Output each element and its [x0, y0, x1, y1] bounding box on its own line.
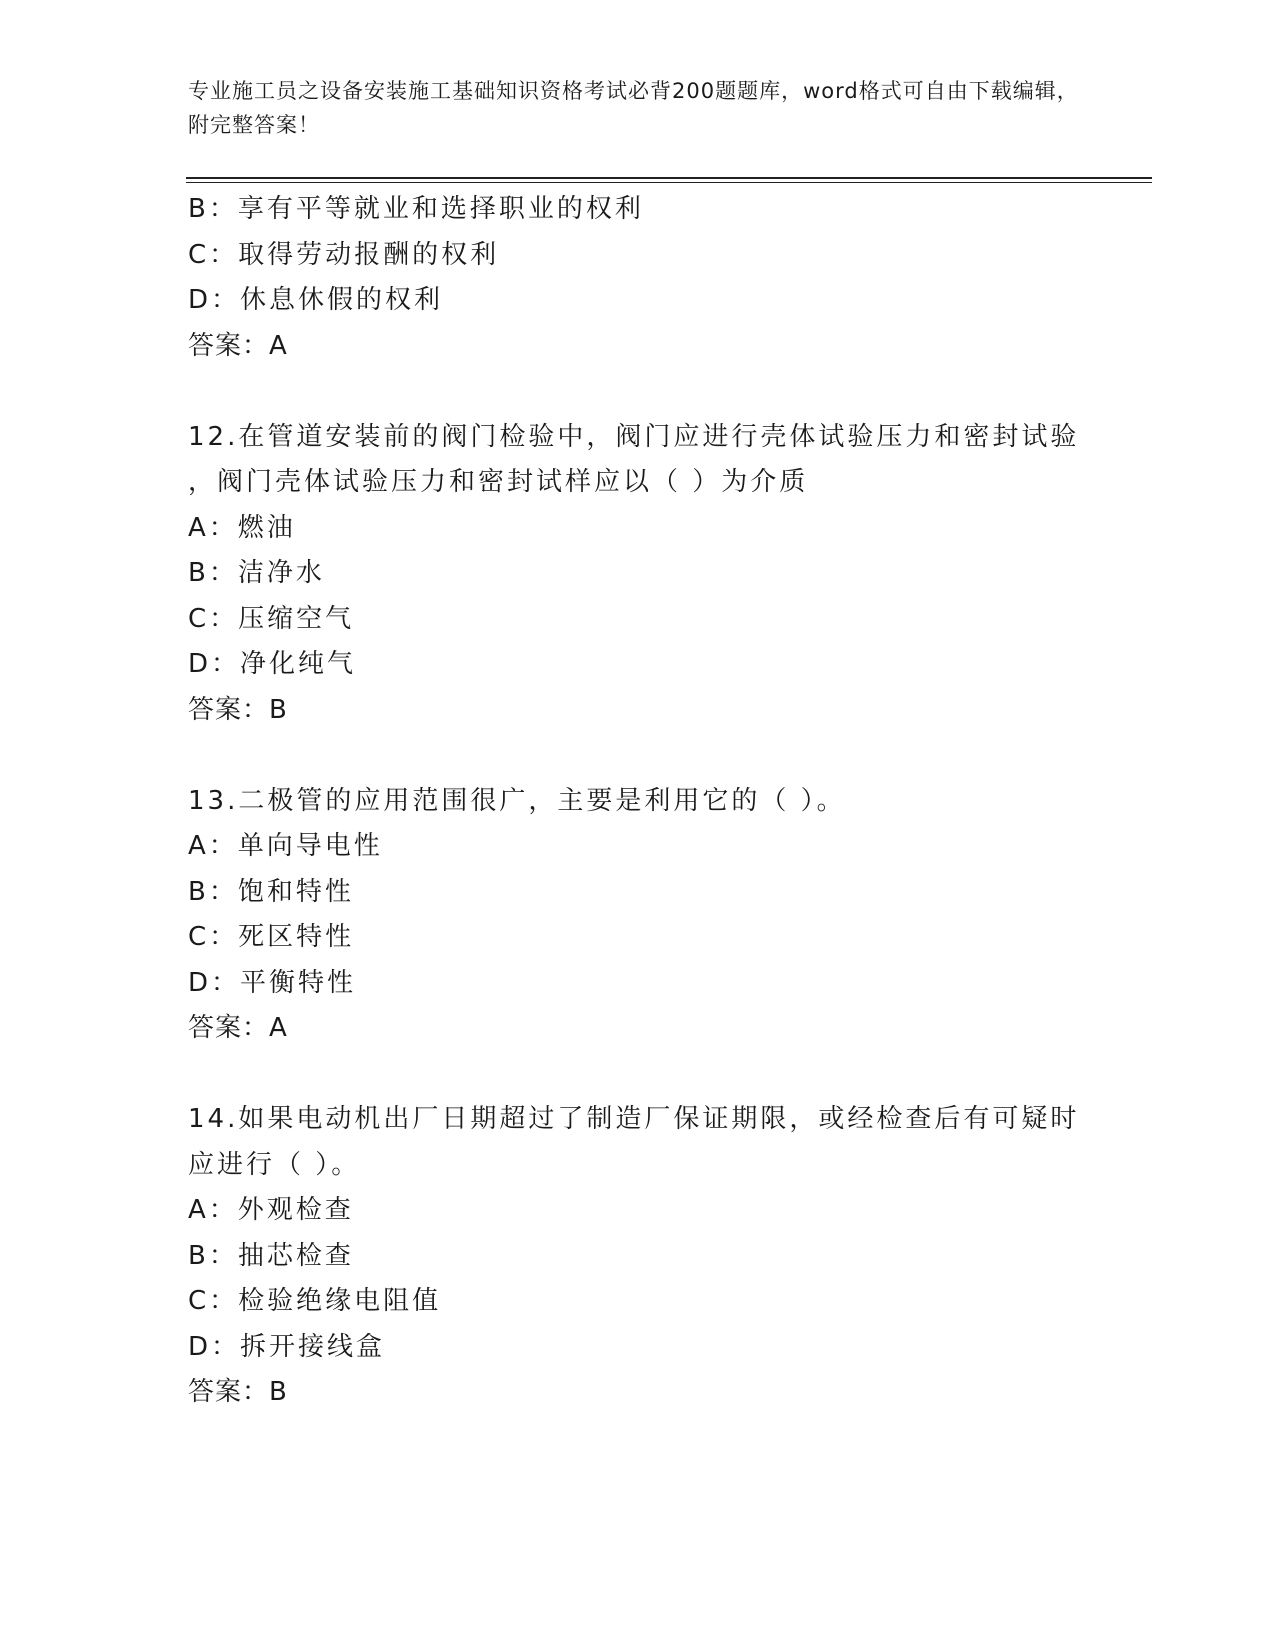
option-c: C：压缩空气 — [188, 603, 355, 634]
document-title: 专业施工员之设备安装施工基础知识资格考试必背200题题库，word格式可自由下载编辑，附完整答案！ — [188, 79, 1079, 137]
header-divider-thin — [186, 182, 1152, 183]
question-text-continued: 应进行（ ）。 — [188, 1149, 361, 1180]
answer-line: 答案：A — [188, 1013, 288, 1043]
question-text-continued: ，阀门壳体试验压力和密封试样应以（ ）为介质 — [188, 467, 809, 497]
question-text: 14.如果电动机出厂日期超过了制造厂保证期限，或经检查后有可疑时 — [188, 1104, 1080, 1134]
header-divider-thick — [186, 177, 1152, 179]
question-block-13 — [188, 779, 1088, 1052]
option-c: C：死区特性 — [188, 922, 355, 952]
answer-line: 答案：B — [188, 1377, 288, 1407]
option-a: A：燃油 — [188, 512, 296, 543]
option-d: D：净化纯气 — [188, 649, 357, 679]
question-block-11-continued — [188, 187, 1088, 369]
answer-line: 答案：B — [188, 694, 288, 725]
option-b: B：享有平等就业和选择职业的权利 — [188, 194, 644, 224]
option-a: A：外观检查 — [188, 1195, 354, 1225]
question-list — [188, 187, 1088, 1416]
document-header — [188, 74, 1088, 142]
option-b: B：洁净水 — [188, 558, 325, 588]
question-block-14 — [188, 1097, 1088, 1416]
option-a: A：单向导电性 — [188, 831, 383, 861]
question-text: 12.在管道安装前的阀门检验中，阀门应进行壳体试验压力和密封试验 — [188, 421, 1080, 452]
option-b: B：抽芯检查 — [188, 1240, 354, 1271]
question-block-12 — [188, 415, 1088, 734]
option-c: C：取得劳动报酬的权利 — [188, 239, 500, 270]
option-d: D：平衡特性 — [188, 967, 357, 998]
spacer — [188, 369, 1088, 415]
question-text: 13.二极管的应用范围很广，主要是利用它的（ ）。 — [188, 785, 846, 816]
spacer — [188, 733, 1088, 779]
option-d: D：拆开接线盒 — [188, 1331, 386, 1362]
spacer — [188, 1052, 1088, 1098]
option-b: B：饱和特性 — [188, 876, 354, 907]
answer-line: 答案：A — [188, 330, 288, 361]
option-c: C：检验绝缘电阻值 — [188, 1286, 442, 1316]
option-d: D：休息休假的权利 — [188, 285, 444, 315]
